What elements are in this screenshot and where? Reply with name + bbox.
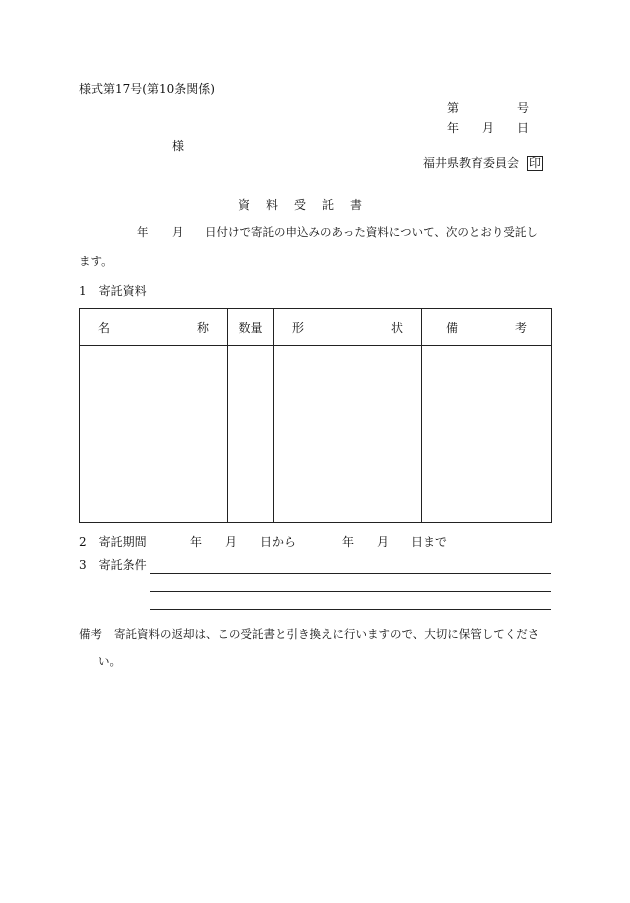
cell-quantity[interactable] (228, 346, 274, 523)
form-number: 様式第17号(第10条関係) (79, 82, 215, 96)
header-quantity: 数量 (228, 309, 274, 346)
table-body-row (80, 346, 552, 523)
period-from-month: 月 (225, 535, 238, 549)
condition-line-2[interactable] (150, 591, 551, 592)
cell-remarks[interactable] (422, 346, 552, 523)
seal-stamp: 印 (529, 156, 542, 170)
addressee-suffix: 様 (172, 139, 185, 153)
header-name (80, 309, 228, 346)
period-from-day: 日から (260, 535, 297, 549)
date-year: 年 (447, 121, 460, 135)
doc-number-prefix: 第 (447, 101, 460, 115)
remarks-line2: い。 (98, 654, 121, 668)
remarks-line1: 寄託資料の返却は、この受託書と引き換えに行いますので、大切に保管してくださ (114, 627, 540, 641)
period-to-day: 日まで (411, 535, 448, 549)
cell-name[interactable] (80, 346, 228, 523)
header-remarks-right: 考 (514, 320, 527, 335)
date-month: 月 (482, 121, 495, 135)
header-name-left: 名 (98, 320, 111, 335)
deposit-items-table (79, 308, 552, 523)
table-header-row (80, 309, 552, 346)
period-to-month: 月 (377, 535, 390, 549)
header-remarks-left: 備 (446, 320, 459, 335)
header-shape-right: 状 (390, 320, 403, 335)
doc-number-suffix: 号 (517, 101, 530, 115)
body-year: 年 (137, 225, 149, 239)
period-from-year: 年 (190, 535, 203, 549)
date-day: 日 (517, 121, 530, 135)
issuer-name: 福井県教育委員会 (423, 156, 520, 170)
issuer-block (423, 154, 543, 171)
section2-label: 2 寄託期間 (79, 535, 147, 549)
header-name-right: 称 (196, 320, 209, 335)
remarks-label: 備考 (79, 627, 102, 641)
header-shape-left: 形 (292, 320, 305, 335)
cell-shape[interactable] (274, 346, 422, 523)
body-month: 月 (172, 225, 184, 239)
header-shape (274, 309, 422, 346)
body-text-line1: 日付けで寄託の申込みのあった資料について、次のとおり受託し (205, 225, 538, 239)
document-title: 資 料 受 託 書 (238, 198, 365, 212)
section3-label: 3 寄託条件 (79, 558, 147, 572)
period-to-year: 年 (342, 535, 355, 549)
body-text-line2: ます。 (79, 254, 113, 268)
condition-line-1[interactable] (150, 573, 551, 574)
section1-label: 1 寄託資料 (79, 284, 147, 298)
header-remarks (422, 309, 552, 346)
condition-line-3[interactable] (150, 609, 551, 610)
